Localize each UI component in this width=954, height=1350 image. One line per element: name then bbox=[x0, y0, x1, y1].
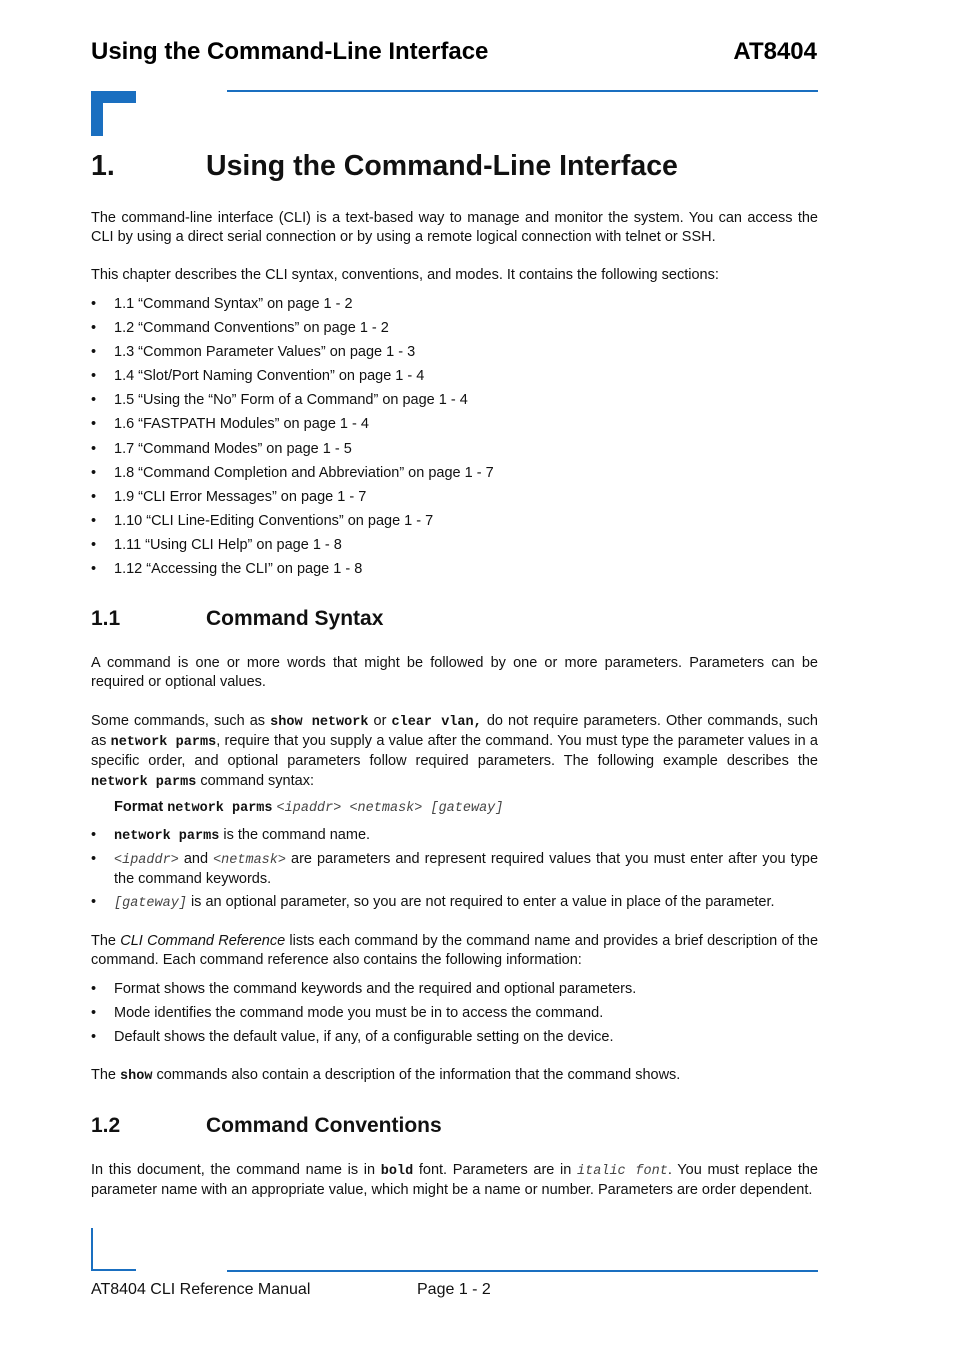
bullet-icon: • bbox=[91, 489, 97, 505]
format-params: <ipaddr> <netmask> [gateway] bbox=[276, 801, 504, 816]
syntax-paragraph-1: A command is one or more words that might be followed by one or more parameters. Parameters can be required or optional values. bbox=[91, 655, 818, 691]
bullet-icon: • bbox=[91, 981, 97, 997]
intro-paragraph-2: This chapter describes the CLI syntax, conventions, and modes. It contains the following sections: bbox=[91, 267, 719, 283]
corner-mark-top-vertical bbox=[91, 91, 103, 136]
corner-mark-bottom-horizontal bbox=[91, 1269, 136, 1271]
bullet-icon: • bbox=[91, 1029, 97, 1045]
bullet-icon: • bbox=[91, 320, 97, 336]
syntax-paragraph-4: The show commands also contain a description of the information that the command shows. bbox=[91, 1067, 681, 1084]
bullet-icon: • bbox=[91, 368, 97, 384]
format-label: Format bbox=[114, 799, 164, 815]
conventions-paragraph: In this document, the command name is in bold font. Parameters are in italic font. You must replace the parameter name with an appropriate value, which might be a name or number. Parameters are order dependent. bbox=[91, 1162, 818, 1199]
bullet-icon: • bbox=[91, 441, 97, 457]
intro-paragraph-1: The command-line interface (CLI) is a text-based way to manage and monitor the system. You can access the CLI by using a direct serial connection or by using a remote logical connection with telnet or SSH. bbox=[91, 210, 818, 246]
footer-rule bbox=[227, 1270, 818, 1272]
bullet-icon: • bbox=[91, 827, 97, 843]
bullet-icon: • bbox=[91, 344, 97, 360]
bullet-icon: • bbox=[91, 537, 97, 553]
bullet-icon: • bbox=[91, 296, 97, 312]
bullet-icon: • bbox=[91, 392, 97, 408]
syntax-paragraph-2: Some commands, such as show network or clear vlan, do not require parameters. Other commands, such as network parms, require that you supply a value after the command. You must type the parameter values in a specific order, and optional parameters follow required parameters. The following example describes the network parms command syntax: bbox=[91, 713, 818, 790]
bullet-icon: • bbox=[91, 561, 97, 577]
format-command: network parms bbox=[167, 801, 273, 816]
syntax-paragraph-3: The CLI Command Reference lists each command by the command name and provides a brief description of the command. Each command reference also contains the following information: bbox=[91, 933, 819, 969]
footer-page-number: Page 1 - 2 bbox=[417, 1281, 491, 1298]
header-rule bbox=[227, 90, 818, 92]
corner-mark-bottom-vertical bbox=[91, 1228, 93, 1271]
running-header-product: AT8404 bbox=[733, 38, 817, 65]
running-header-title: Using the Command-Line Interface bbox=[91, 38, 489, 65]
bullet-icon: • bbox=[91, 1005, 97, 1021]
bullet-icon: • bbox=[91, 513, 97, 529]
section-heading-1-1: 1.1 Command Syntax bbox=[91, 607, 384, 630]
section-heading-1-2: 1.2 Command Conventions bbox=[91, 1114, 442, 1137]
bullet-icon: • bbox=[91, 851, 97, 867]
bullet-icon: • bbox=[91, 894, 97, 910]
footer-manual-title: AT8404 CLI Reference Manual bbox=[91, 1281, 311, 1298]
format-example bbox=[114, 798, 818, 818]
chapter-title: Using the Command-Line Interface bbox=[206, 150, 678, 182]
bullet-icon: • bbox=[91, 465, 97, 481]
bullet-icon: • bbox=[91, 416, 97, 432]
chapter-number: 1. bbox=[91, 150, 115, 182]
